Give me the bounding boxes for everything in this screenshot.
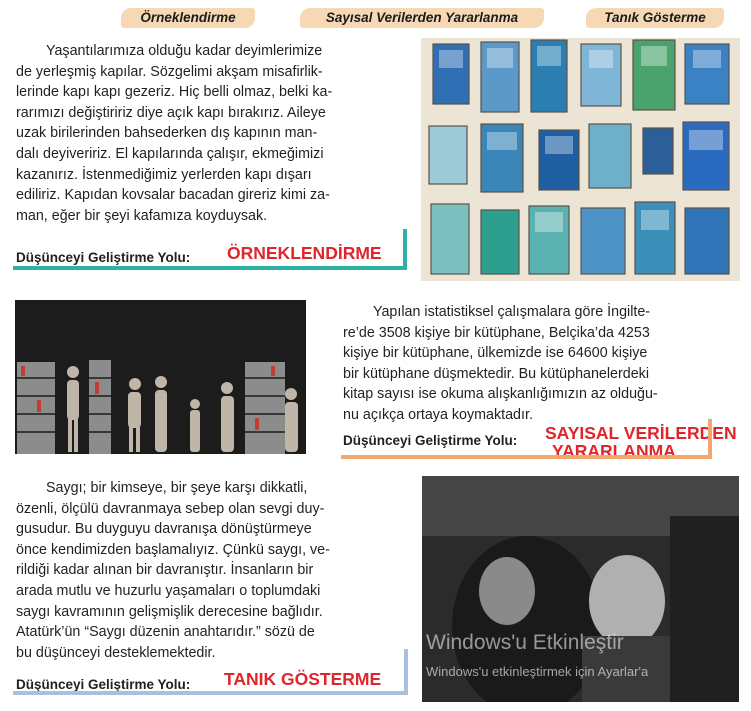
text-line: re’de 3508 kişiye bir kütüphane, Belçika’da 4253 <box>343 324 650 341</box>
text-line: gusudur. Bu duyguyu davranışa dönüştürmeye <box>16 521 312 538</box>
section2-bracket <box>338 415 718 465</box>
category-tabs <box>0 6 751 30</box>
text-line: lerinde kapı kapı gezeriz. Hiç belli olmaz, belki ka- <box>16 84 333 101</box>
text-line: Saygı; bir kimseye, bir şeye karşı dikkatli, <box>46 480 308 496</box>
text-line: Yapılan istatistiksel çalışmalara göre İngilte- <box>373 304 651 320</box>
text-line: man, eğer bir şeyi kafamıza koyduysak. <box>16 207 268 224</box>
library-image <box>15 300 306 454</box>
text-line: de yerleşmiş kapılar. Sözgelimi akşam misafirlik- <box>16 63 323 80</box>
section1-paragraph <box>16 41 386 226</box>
doors-illustration <box>421 38 740 281</box>
text-line: arada mutlu ve huzurlu yaşamaları o toplumdaki <box>16 582 321 599</box>
text-line: bir kütüphane düşmektedir. Bu kütüphanelerdeki <box>343 365 649 382</box>
watermark-subtitle: Windows'u etkinleştirmek için Ayarlar'a <box>426 664 649 679</box>
text-line: uzak birilerinden bahsederken dış kapının man- <box>16 125 318 142</box>
text-line: rarımızı değiştiririz diye açık kapı bırakırız. Aileye <box>16 104 326 121</box>
section2-paragraph <box>343 302 713 426</box>
text-line: önce kendimizden başlamalıyız. Çünkü saygı, ve- <box>16 541 330 558</box>
text-line: kitap sayısı ise okuma alışkanlığımızın az olduğu- <box>343 386 658 403</box>
section3-bracket <box>10 645 410 699</box>
tab-orneklendirme: Örneklendirme <box>121 8 255 28</box>
doors-image <box>421 38 740 281</box>
text-line: saygı kavramının gelişmişlik derecesine bağlıdır. <box>16 603 323 620</box>
section2-answer-line2: YARARLANMA <box>552 441 676 461</box>
text-line: Yaşantılarımıza olduğu kadar deyimlerimize <box>46 43 323 59</box>
section2-yol-label: Düşünceyi Geliştirme Yolu: <box>343 433 518 448</box>
section3-answer: TANIK GÖSTERME <box>224 669 382 689</box>
tab-tanik-gosterme: Tanık Gösterme <box>586 8 724 28</box>
text-line: dalı deyiveririz. El kapılarında çalışır, ekmeğimizi <box>16 145 324 162</box>
text-line: özenli, ölçülü davranmaya sebep olan sevgi duy- <box>16 500 325 517</box>
section3-yol-label: Düşünceyi Geliştirme Yolu: <box>16 677 191 692</box>
text-line: ediliriz. Kapıdan kovsalar bacadan gireriz kimi za- <box>16 187 330 204</box>
text-line: nu açıkça ortaya koymaktadır. <box>343 406 533 423</box>
section3-paragraph <box>16 478 379 663</box>
text-line: kazanırız. İstenmediğimiz yerlerden kapı dışarı <box>16 166 312 183</box>
text-line: rildiği kadar alınan bir davranıştır. İnsanların bir <box>16 562 314 579</box>
text-line: kişiye bir kütüphane, ülkemizde ise 64600 kişiye <box>343 345 648 362</box>
section1-bracket <box>10 224 410 274</box>
portrait-image <box>422 476 739 702</box>
section2-answer-line1: SAYISAL VERİLERDEN <box>545 423 737 443</box>
section1-answer: ÖRNEKLENDİRME <box>227 243 382 263</box>
tab-sayisal-veriler: Sayısal Verilerden Yararlanma <box>300 8 544 28</box>
text-line: bu düşünceyi desteklemektedir. <box>16 644 216 661</box>
library-illustration <box>15 300 306 454</box>
watermark-title: Windows'u Etkinleştir <box>426 631 624 654</box>
section1-yol-label: Düşünceyi Geliştirme Yolu: <box>16 250 191 265</box>
text-line: Atatürk’ün “Saygı düzenin anahtarıdır.” sözü de <box>16 624 315 641</box>
